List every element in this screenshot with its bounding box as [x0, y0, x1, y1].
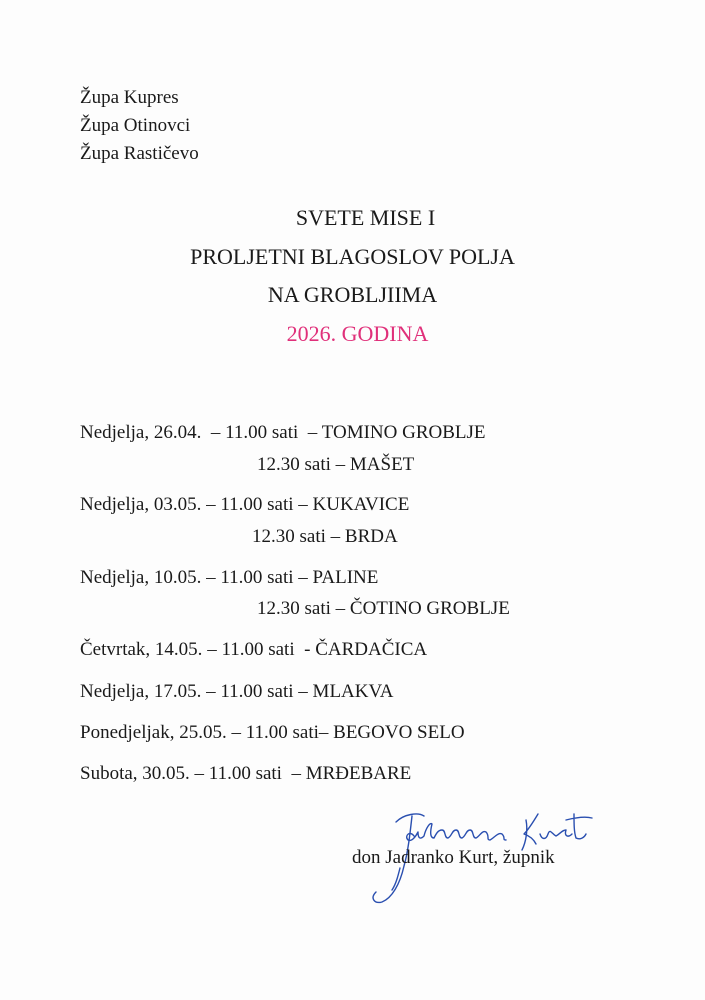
schedule-day: Četvrtak, 14.05. [80, 639, 203, 660]
document-title [0, 199, 705, 353]
parish-list [80, 84, 199, 168]
schedule-place: - ČARDAČICA [304, 639, 428, 660]
schedule-time: 12.30 sati [257, 598, 331, 619]
schedule-row [80, 760, 411, 788]
schedule-row [80, 719, 465, 747]
signature-block [352, 800, 622, 910]
schedule-day: Nedjelja, 26.04. [80, 422, 202, 443]
schedule-row [252, 523, 398, 551]
schedule-row [80, 678, 393, 706]
parish-kupres: Župa Kupres [80, 87, 179, 108]
schedule-row [257, 595, 510, 623]
schedule-time: 12.30 sati [252, 526, 326, 547]
parish-rasticevo: Župa Rastičevo [80, 143, 199, 164]
schedule-place: – MAŠET [335, 454, 415, 475]
schedule-place: – TOMINO GROBLJE [307, 422, 486, 443]
schedule-time: – 11.00 sati [206, 681, 294, 702]
schedule-place: – ČOTINO GROBLJE [335, 598, 510, 619]
schedule-row [80, 491, 409, 519]
parish-otinovci: Župa Otinovci [80, 115, 191, 136]
schedule-day: Nedjelja, 17.05. [80, 681, 202, 702]
schedule-place: – BRDA [330, 526, 398, 547]
schedule-time: – 11.00 sati [231, 722, 319, 743]
schedule-day: Nedjelja, 10.05. [80, 567, 202, 588]
schedule-row [257, 451, 414, 479]
schedule-place: – PALINE [298, 567, 379, 588]
schedule-time: – 11.00 sati [206, 567, 294, 588]
schedule-time: – 11.00 sati [194, 763, 282, 784]
title-line-3: NA GROBLJIIMA [267, 282, 438, 307]
schedule-time: – 11.00 sati [206, 494, 294, 515]
title-year: 2026. GODINA [286, 320, 429, 346]
schedule-place: – BEGOVO SELO [318, 722, 465, 743]
schedule-row [80, 564, 378, 592]
signature-printed-name: don Jadranko Kurt, župnik [352, 847, 555, 868]
schedule-time: 12.30 sati [257, 454, 331, 475]
title-line-1: SVETE MISE I [295, 205, 436, 230]
schedule-day: Ponedjeljak, 25.05. [80, 722, 227, 743]
schedule-day: Subota, 30.05. [80, 763, 190, 784]
schedule-row [80, 636, 427, 664]
schedule-place: – MRĐEBARE [291, 763, 412, 784]
schedule-place: – MLAKVA [298, 681, 394, 702]
schedule-place: – KUKAVICE [298, 494, 410, 515]
schedule-row [80, 419, 486, 447]
schedule-time: – 11.00 sati [210, 422, 299, 443]
title-line-2: PROLJETNI BLAGOSLOV POLJA [190, 243, 515, 269]
schedule-time: – 11.00 sati [207, 639, 295, 660]
schedule-day: Nedjelja, 03.05. [80, 494, 202, 515]
